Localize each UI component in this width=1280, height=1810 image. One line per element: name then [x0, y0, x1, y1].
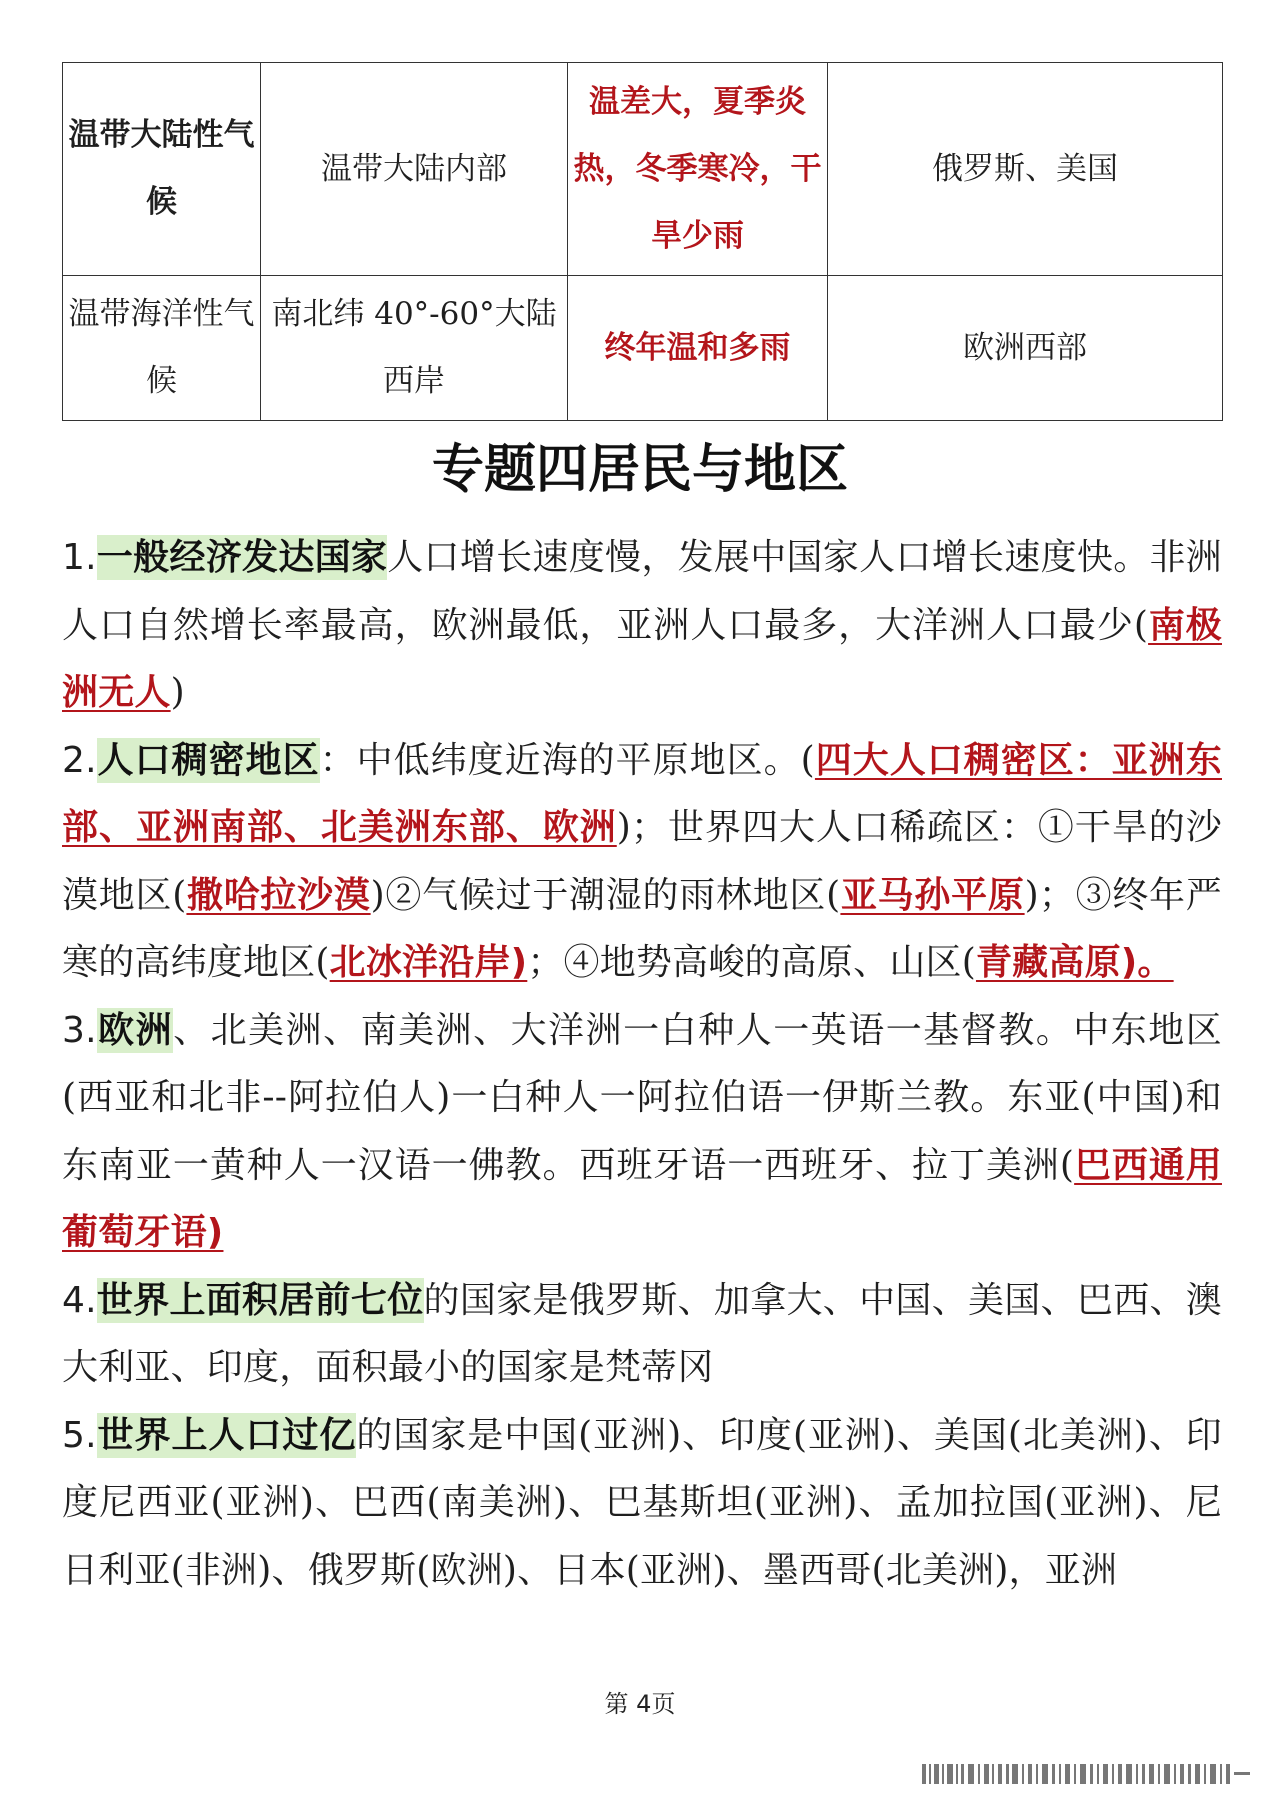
content-body [62, 524, 1222, 1604]
list-item [62, 727, 1222, 997]
item-number: 1. [62, 537, 97, 578]
highlight-term: 世界上面积居前七位 [96, 1279, 424, 1321]
list-item [62, 997, 1222, 1267]
table-row [63, 276, 1223, 421]
highlight-term: 世界上人口过亿 [96, 1414, 357, 1456]
climate-features: 终年温和多雨 [568, 276, 828, 421]
list-item [62, 1267, 1222, 1402]
climate-regions: 俄罗斯、美国 [828, 63, 1223, 276]
climate-name: 温带海洋性气候 [63, 276, 261, 421]
item-text: )②气候过于潮湿的雨林地区( [370, 874, 841, 916]
red-note: 巴西通用葡萄牙语) [62, 1144, 1222, 1253]
red-note: 北冰洋沿岸) [329, 942, 528, 983]
section-title: 专题四居民与地区 [431, 440, 848, 500]
list-item [62, 524, 1222, 727]
barcode-watermark [922, 1762, 1252, 1786]
item-number: 2. [62, 739, 97, 781]
item-text: )；世界四大人口稀疏区：①干旱的沙漠地区( [62, 807, 1222, 916]
red-note: 撒哈拉沙漠 [186, 874, 371, 916]
red-note: 亚马孙平原 [840, 874, 1025, 916]
item-number: 3. [62, 1009, 97, 1051]
climate-regions: 欧洲西部 [828, 276, 1223, 421]
highlight-term: 人口稠密地区 [96, 739, 320, 781]
highlight-term: 欧洲 [96, 1009, 174, 1051]
table-row [63, 63, 1223, 276]
item-text: 人口增长速度慢，发展中国家人口增长速度快。非洲人口自然增长率最高，欧洲最低，亚洲人口最多，大洋洲人口最少( [62, 537, 1222, 646]
item-text: ：中低纬度近海的平原地区。( [319, 739, 815, 781]
climate-table [62, 62, 1223, 421]
item-number: 5. [62, 1414, 97, 1456]
red-note: 四大人口稠密区：亚洲东部、亚洲南部、北美洲东部、欧洲 [62, 739, 1222, 848]
climate-location: 温带大陆内部 [261, 63, 568, 276]
climate-name: 温带大陆性气候 [63, 63, 261, 276]
item-text: )；③终年严寒的高纬度地区( [62, 874, 1222, 983]
climate-features: 温差大，夏季炎热，冬季寒冷，干旱少雨 [568, 63, 828, 276]
page-number: 第 4页 [604, 1690, 676, 1718]
red-note: 青藏高原)。 [975, 942, 1174, 983]
item-text: ；④地势高峻的高原、山区( [527, 942, 976, 983]
item-text: ) [170, 672, 185, 713]
item-text: 的国家是俄罗斯、加拿大、中国、美国、巴西、澳大利亚、印度，面积最小的国家是梵蒂冈 [62, 1279, 1222, 1388]
climate-location: 南北纬 40°-60°大陆西岸 [261, 276, 568, 421]
item-number: 4. [62, 1279, 97, 1321]
highlight-term: 一般经济发达国家 [96, 537, 388, 578]
red-note: 南极洲无人 [62, 604, 1222, 713]
item-text: 的国家是中国(亚洲)、印度(亚洲)、美国(北美洲)、印度尼西亚(亚洲)、巴西(南美洲)、巴基斯坦(亚洲)、孟加拉国(亚洲)、尼日利亚(非洲)、俄罗斯(欧洲)、日本(亚洲)、墨西哥(北美洲)，亚洲 [62, 1414, 1222, 1591]
list-item [62, 1402, 1222, 1605]
item-text: 、北美洲、南美洲、大洋洲一白种人一英语一基督教。中东地区(西亚和北非--阿拉伯人)一白种人一阿拉伯语一伊斯兰教。东亚(中国)和东南亚一黄种人一汉语一佛教。西班牙语一西班牙、拉丁美洲( [62, 1009, 1222, 1186]
